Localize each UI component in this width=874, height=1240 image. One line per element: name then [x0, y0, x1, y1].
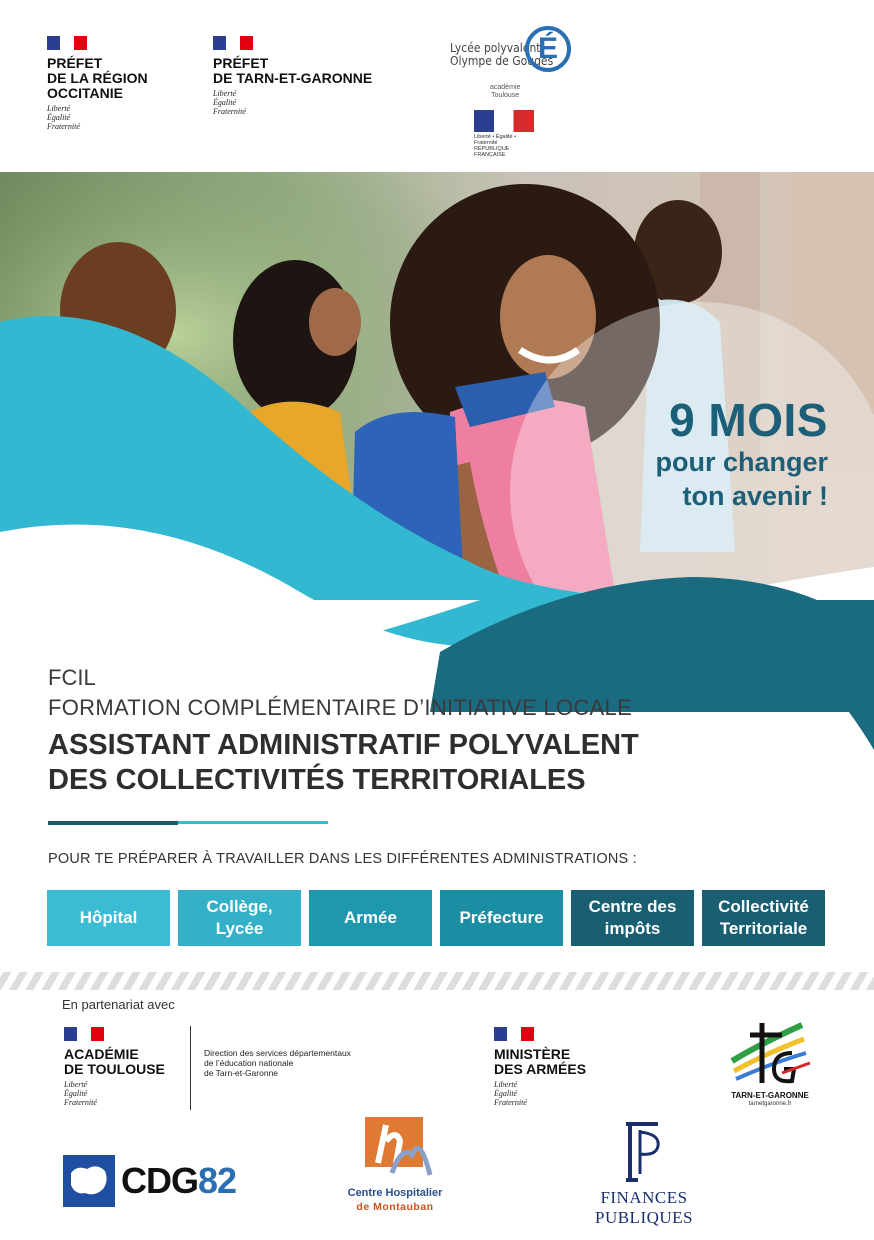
fp-name: FINANCES PUBLIQUES — [594, 1188, 693, 1227]
slogan-line2: pour changer — [655, 447, 828, 477]
cdg82-logo — [63, 1155, 236, 1207]
cdg-map-icon — [63, 1155, 115, 1207]
hatched-divider — [0, 972, 874, 990]
lycee-e-icon: É — [525, 26, 571, 72]
logo-separator — [190, 1026, 191, 1110]
ministere-armees-logo — [494, 1027, 586, 1107]
academie-motto: Liberté Égalité Fraternité — [64, 1080, 97, 1107]
lycee-academie: académie Toulouse — [490, 84, 521, 99]
prefet-tarn-logo — [213, 36, 372, 116]
lycee-name: Lycée polyvalent Olympe de Gouges — [450, 41, 554, 68]
cdg-number: 82 — [198, 1160, 237, 1201]
administration-tiles — [47, 890, 825, 946]
slogan-duration: 9 MOIS — [669, 394, 828, 446]
lycee-logo — [430, 18, 580, 158]
slogan — [655, 395, 828, 513]
dsden-text: Direction des services départementaux de l’éducation nationale de Tarn-et-Garonne — [204, 1048, 351, 1078]
academie-toulouse-logo — [64, 1027, 165, 1107]
tg-emblem-icon — [722, 1013, 818, 1091]
republique-caption: Liberté • Égalité • Fraternité RÉPUBLIQUE FRANÇAISE — [474, 134, 517, 158]
header — [0, 0, 874, 172]
republique-francaise-logo — [474, 110, 534, 158]
fp-emblem-icon — [552, 1120, 736, 1184]
tile-hopital: Hôpital — [47, 890, 170, 946]
marianne-flag-icon — [213, 36, 253, 50]
armees-title: MINISTÈRE DES ARMÉES — [494, 1046, 587, 1077]
academie-title: ACADÉMIE DE TOULOUSE — [64, 1046, 165, 1077]
chm-emblem-icon — [340, 1115, 450, 1185]
prefet-region-title: PRÉFET DE LA RÉGION OCCITANIE — [47, 55, 148, 101]
marianne-flag-icon — [494, 1027, 534, 1041]
tile-prefecture: Préfecture — [440, 890, 563, 946]
fcil-full-name: FORMATION COMPLÉMENTAIRE D’INITIATIVE LOCALE — [48, 695, 633, 720]
tile-college-lycee: Collège, Lycée — [178, 890, 301, 946]
marianne-flag-icon — [64, 1027, 104, 1041]
finances-publiques-logo — [552, 1120, 736, 1227]
main-title-line1: ASSISTANT ADMINISTRATIF POLYVALENT — [48, 729, 639, 761]
main-title — [48, 728, 639, 798]
cdg-text — [121, 1160, 236, 1202]
prefet-region-logo — [47, 36, 148, 131]
armees-motto: Liberté Égalité Fraternité — [494, 1080, 527, 1107]
intro-text: POUR TE PRÉPARER À TRAVAILLER DANS LES DIFFÉRENTES ADMINISTRATIONS : — [48, 851, 637, 867]
tarn-et-garonne-logo — [722, 1013, 818, 1107]
fcil-acronym: FCIL — [48, 665, 96, 690]
marianne-flag-icon — [47, 36, 87, 50]
tricolor-icon — [474, 110, 534, 132]
chm-name: Centre Hospitalier — [347, 1187, 443, 1199]
tile-centre-impots: Centre des impôts — [571, 890, 694, 946]
title-rule-dark — [48, 821, 178, 825]
chm-city: de Montauban — [356, 1201, 434, 1213]
prefet-tarn-title: PRÉFET DE TARN-ET-GARONNE — [213, 55, 373, 86]
centre-hospitalier-logo — [340, 1115, 450, 1215]
cdg-prefix: CDG — [121, 1160, 198, 1201]
tg-url: tarnetgaronne.fr — [748, 1101, 792, 1107]
tile-armee: Armée — [309, 890, 432, 946]
main-title-line2: DES COLLECTIVITÉS TERRITORIALES — [48, 764, 586, 796]
tg-name: TARN-ET-GARONNE — [731, 1091, 809, 1100]
prefet-tarn-motto: Liberté Égalité Fraternité — [213, 89, 246, 116]
tile-collectivite: Collectivité Territoriale — [702, 890, 825, 946]
partners-label: En partenariat avec — [62, 997, 175, 1012]
title-rule-light — [178, 821, 328, 824]
slogan-line3: ton avenir ! — [682, 481, 828, 511]
prefet-region-motto: Liberté Égalité Fraternité — [47, 104, 80, 131]
